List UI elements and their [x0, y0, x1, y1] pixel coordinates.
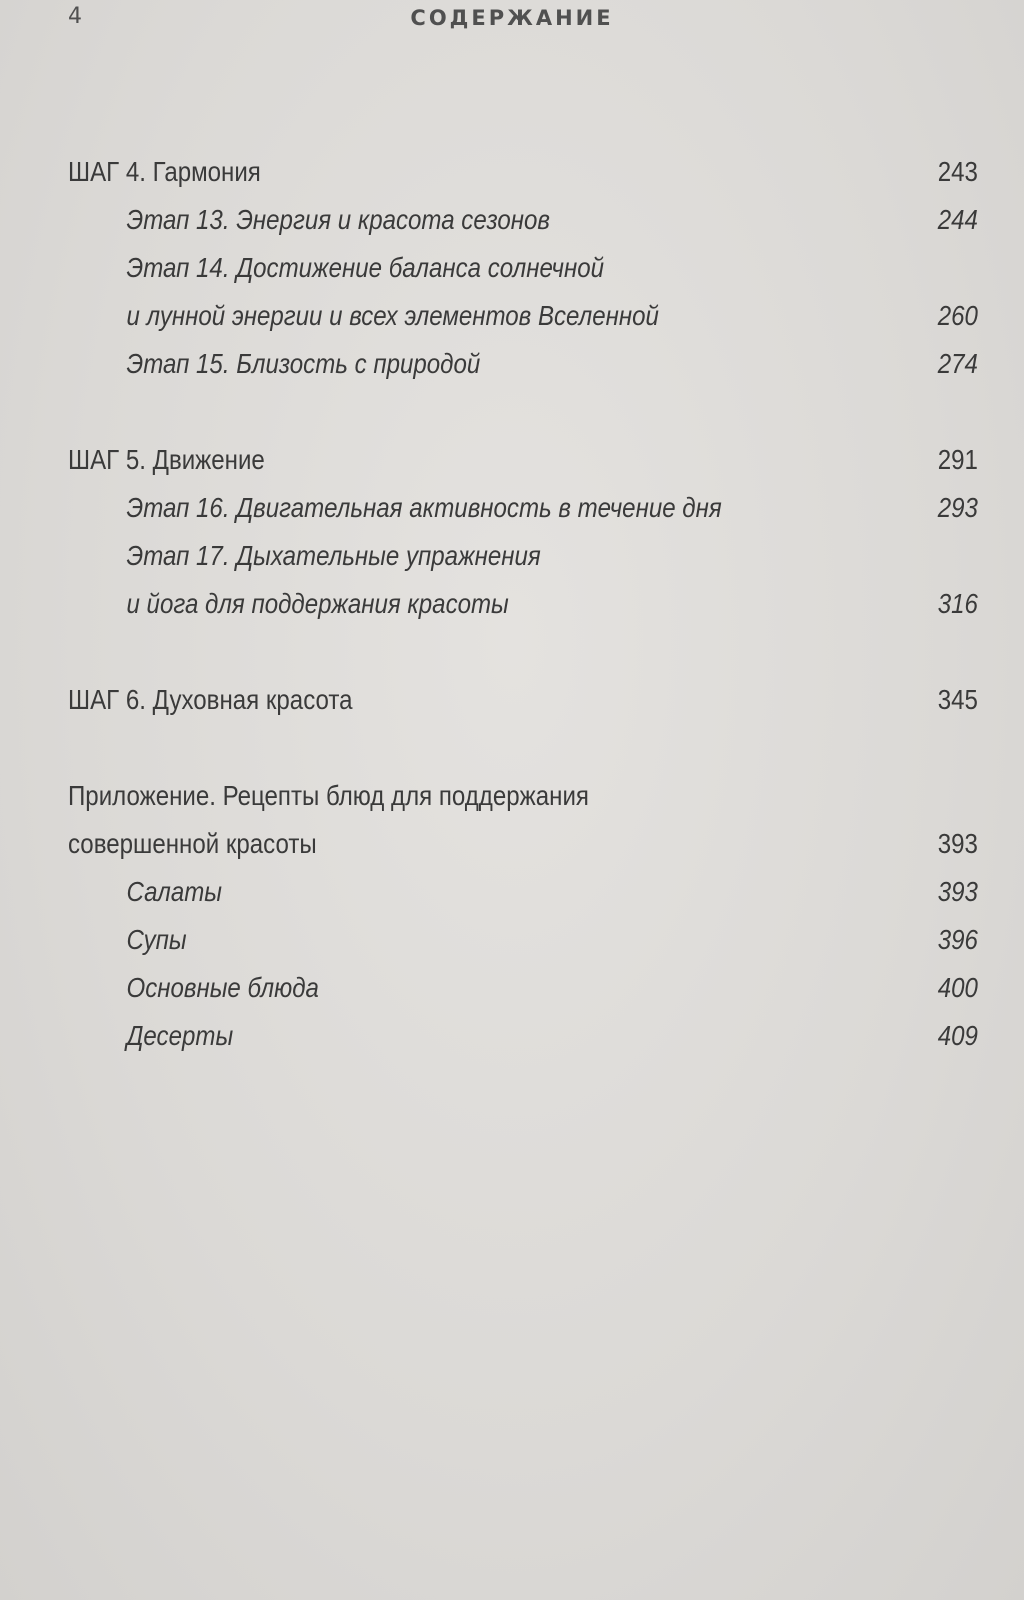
toc-entry-page: 243 — [937, 156, 978, 187]
toc-entry — [68, 436, 978, 484]
toc-section-step6 — [68, 676, 978, 724]
toc-subentry-title: Этап 14. Достижение баланса солнечной — [126, 252, 605, 283]
toc-entry-title: ШАГ 4. Гармония — [68, 156, 261, 187]
toc-subentry — [68, 868, 978, 916]
toc-subentry-title: Десерты — [126, 1020, 234, 1051]
toc-subentry-page: 393 — [937, 876, 978, 907]
toc-subentry-page: 244 — [937, 204, 978, 235]
toc-subentry-title: и йога для поддержания красоты — [126, 588, 509, 619]
toc-subentry — [68, 964, 978, 1012]
toc-subentry-page: 396 — [937, 924, 978, 955]
toc-subentry-page: 274 — [937, 348, 978, 379]
toc-section-appendix — [68, 772, 978, 1060]
toc-subentry-page: 293 — [937, 492, 978, 523]
toc-subentry — [68, 1012, 978, 1060]
toc-subentry-title: Этап 17. Дыхательные упражнения — [126, 540, 541, 571]
toc-subentry-page: 316 — [937, 588, 978, 619]
toc-entry-title: ШАГ 6. Духовная красота — [68, 684, 353, 715]
toc-entry-page: 291 — [937, 444, 978, 475]
toc-entry — [68, 148, 978, 196]
toc-subentry-title: Этап 13. Энергия и красота сезонов — [126, 204, 551, 235]
toc-subentry — [68, 916, 978, 964]
toc-entry-title: совершенной красоты — [68, 828, 317, 859]
table-of-contents — [68, 148, 978, 1108]
page-header — [0, 2, 1024, 32]
toc-subentry — [68, 244, 978, 292]
toc-subentry-title: Этап 15. Близость с природой — [126, 348, 481, 379]
running-head: СОДЕРЖАНИЕ — [410, 6, 614, 30]
toc-subentry-page: 400 — [937, 972, 978, 1003]
toc-subentry-page: 409 — [937, 1020, 978, 1051]
page-number: 4 — [68, 4, 82, 29]
toc-subentry — [68, 484, 978, 532]
toc-subentry — [68, 532, 978, 580]
toc-entry — [68, 820, 978, 868]
toc-subentry-title: и лунной энергии и всех элементов Вселенной — [126, 300, 659, 331]
toc-section-step5 — [68, 436, 978, 628]
toc-subentry-title: Салаты — [126, 876, 223, 907]
toc-entry-title: ШАГ 5. Движение — [68, 444, 265, 475]
toc-section-step4 — [68, 148, 978, 388]
toc-subentry — [68, 292, 978, 340]
toc-subentry-title: Основные блюда — [126, 972, 319, 1003]
toc-entry — [68, 772, 978, 820]
toc-subentry — [68, 580, 978, 628]
toc-subentry — [68, 196, 978, 244]
toc-entry — [68, 676, 978, 724]
toc-entry-title: Приложение. Рецепты блюд для поддержания — [68, 780, 589, 811]
toc-subentry — [68, 340, 978, 388]
toc-entry-page: 345 — [937, 684, 978, 715]
toc-subentry-title: Этап 16. Двигательная активность в течение дня — [126, 492, 722, 523]
toc-subentry-page: 260 — [937, 300, 978, 331]
toc-subentry-title: Супы — [126, 924, 187, 955]
toc-entry-page: 393 — [937, 828, 978, 859]
